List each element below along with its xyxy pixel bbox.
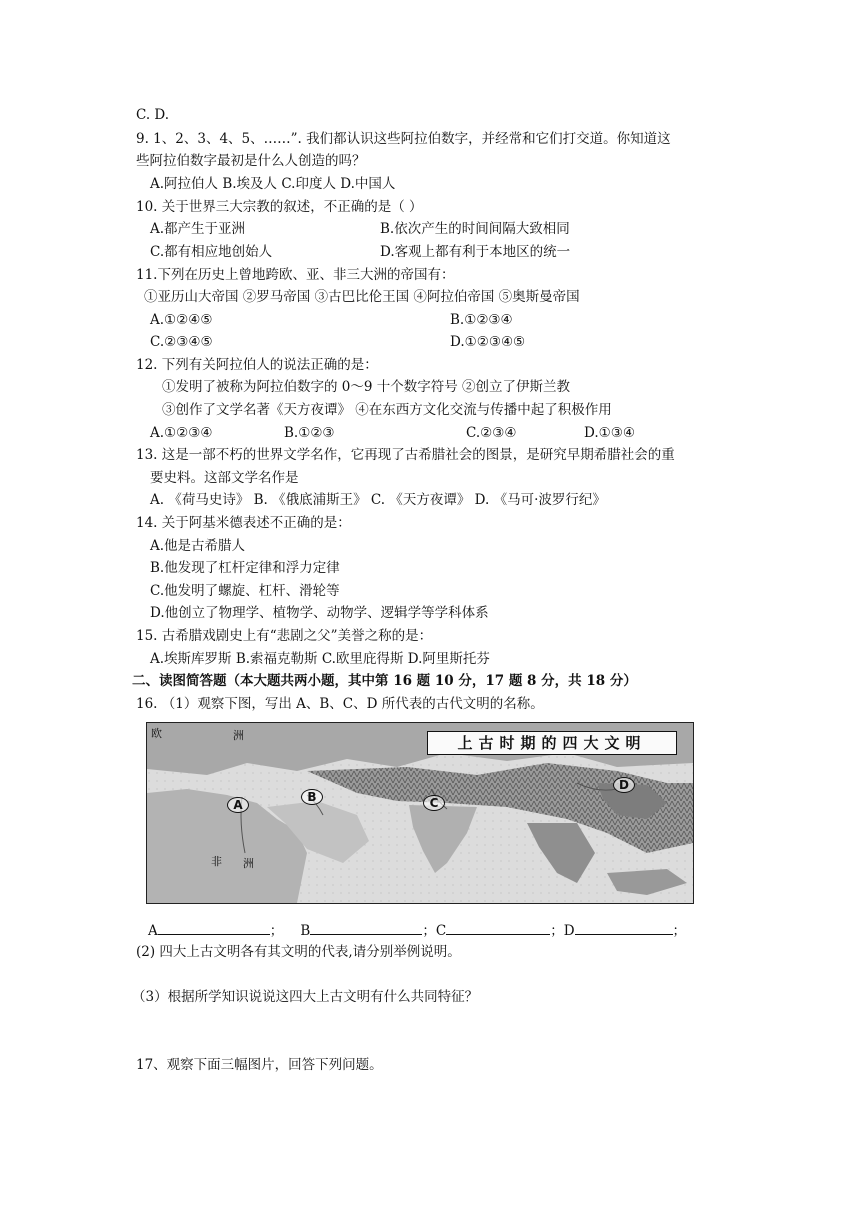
q10-stem: 10. 关于世界三大宗教的叙述，不正确的是（ ） <box>136 199 423 215</box>
separator: ； <box>550 923 564 939</box>
blank-d-label: D <box>563 923 575 939</box>
q9-stem-line2: 些阿拉伯数字最初是什么人创造的吗？ <box>136 153 366 169</box>
q12-stem: 12. 下列有关阿拉伯人的说法正确的是： <box>136 357 378 373</box>
q12-option-b: B.①②③ <box>284 425 335 441</box>
q14-option-d: D.他创立了物理学、植物学、动物学、逻辑学等学科体系 <box>150 605 489 621</box>
q11-items: ①亚历山大帝国 ②罗马帝国 ③古巴比伦王国 ④阿拉伯帝国 ⑤奥斯曼帝国 <box>144 289 580 305</box>
q10-option-d: D.客观上都有利于本地区的统一 <box>380 244 571 260</box>
q11-option-c: C.②③④⑤ <box>150 334 213 350</box>
q13-stem-line1: 13. 这是一部不朽的世界文学名作，它再现了古希腊社会的图景，是研究早期希腊社会的重 <box>136 447 675 463</box>
q12-items-line1: ①发明了被称为阿拉伯数字的 0～9 十个数字符号 ②创立了伊斯兰教 <box>162 379 571 395</box>
q16-part3-stem: （3）根据所学知识说说这四大上古文明有什么共同特征？ <box>132 989 479 1005</box>
q9-stem-line1: 9. 1、2、3、4、5、……”. 我们都认识这些阿拉伯数字，并经常和它们打交道。你知道这 <box>136 131 671 147</box>
q9-options: A.阿拉伯人 B.埃及人 C.印度人 D.中国人 <box>150 176 396 192</box>
q11-stem: 11.下列在历史上曾地跨欧、亚、非三大洲的帝国有： <box>136 267 455 283</box>
q13-options: A. 《荷马史诗》 B. 《俄底浦斯王》 C. 《天方夜谭》 D. 《马可·波罗行纪》 <box>150 492 606 508</box>
q17-stem: 17、观察下面三幅图片，回答下列问题。 <box>136 1057 383 1073</box>
q14-option-c: C.他发明了螺旋、杠杆、滑轮等 <box>150 583 340 599</box>
blank-a-line[interactable] <box>158 920 270 935</box>
map-marker-b: B <box>301 789 323 805</box>
q11-option-b: B.①②③④ <box>450 312 513 328</box>
blank-c-line[interactable] <box>446 920 550 935</box>
q16-part2-stem: (2) 四大上古文明各有其文明的代表,请分别举例说明。 <box>136 944 461 960</box>
blank-c-label: C <box>435 923 447 939</box>
q14-stem: 14. 关于阿基米德表述不正确的是： <box>136 515 351 531</box>
section-two-heading: 二、读图简答题（本大题共两小题，其中第 16 题 10 分，17 题 8 分，共 18 分） <box>132 673 637 689</box>
separator: ； <box>422 923 436 939</box>
map-label-africa: 非 <box>211 855 222 868</box>
q12-option-d: D.①③④ <box>584 425 635 441</box>
q11-option-a: A.①②④⑤ <box>150 312 213 328</box>
q14-option-b: B.他发现了杠杆定律和浮力定律 <box>150 560 340 576</box>
map-label-africa-continent: 洲 <box>243 857 254 870</box>
blank-a-label: A <box>148 923 158 939</box>
q12-items-line2: ③创作了文学名著《天方夜谭》 ④在东西方文化交流与传播中起了积极作用 <box>162 402 612 418</box>
q10-option-b: B.依次产生的时间间隔大致相同 <box>380 221 570 237</box>
blank-d-line[interactable] <box>575 920 673 935</box>
q12-option-c: C.②③④ <box>466 425 517 441</box>
separator: ； <box>672 923 687 939</box>
q11-option-d: D.①②③④⑤ <box>450 334 526 350</box>
q16-part1-stem: 16. （1）观察下图，写出 A、B、C、D 所代表的古代文明的名称。 <box>136 696 544 712</box>
map-label-europe: 欧 <box>151 727 162 740</box>
q10-option-a: A.都产生于亚洲 <box>150 221 246 237</box>
separator: ； <box>269 923 284 939</box>
q10-option-c: C.都有相应地创始人 <box>150 244 273 260</box>
q14-option-a: A.他是古希腊人 <box>150 538 246 554</box>
map-marker-a: A <box>227 797 249 813</box>
q15-options: A.埃斯库罗斯 B.索福克勒斯 C.欧里庇得斯 D.阿里斯托芬 <box>150 651 490 667</box>
blank-b-label: B <box>300 923 311 939</box>
q8-options-cd: C. D. <box>136 107 170 123</box>
map-marker-d: D <box>613 777 635 793</box>
map-title: 上古时期的四大文明 <box>427 731 677 755</box>
q13-stem-line2: 要史料。这部文学名作是 <box>150 470 299 486</box>
q16-answer-blanks <box>148 920 686 940</box>
map-label-continent: 洲 <box>233 729 244 742</box>
q15-stem: 15. 古希腊戏剧史上有“悲剧之父”美誉之称的是： <box>136 628 433 644</box>
q12-option-a: A.①②③④ <box>150 425 213 441</box>
blank-b-line[interactable] <box>310 920 422 935</box>
map-marker-c: C <box>423 795 445 811</box>
ancient-civilizations-map <box>146 722 694 904</box>
